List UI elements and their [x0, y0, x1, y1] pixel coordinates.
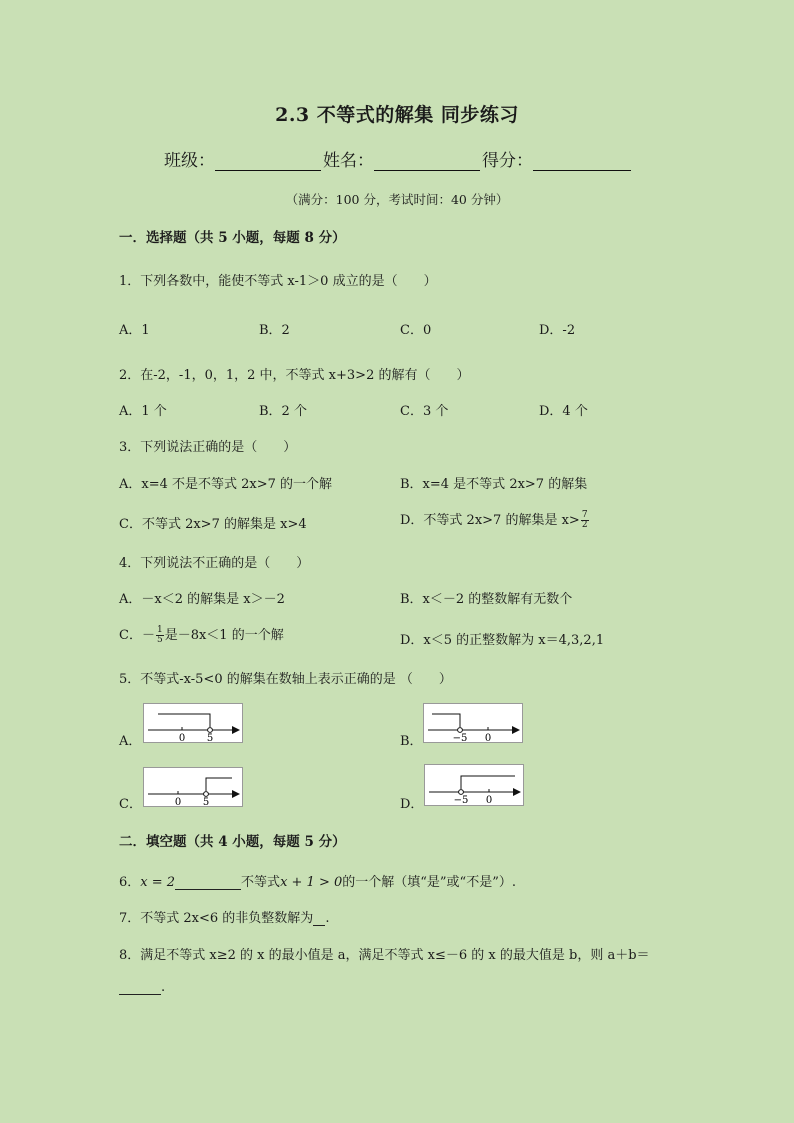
q6-text-mid: 不等式 — [241, 875, 281, 890]
q8-answer-blank[interactable] — [119, 980, 161, 995]
q6-text-suffix: 的一个解（填“是”或“不是”）. — [342, 875, 516, 890]
question-7 — [119, 907, 329, 926]
number-line-figure-b — [423, 703, 523, 743]
name-label: 姓名： — [323, 151, 374, 171]
fig-b-label-0: 0 — [484, 733, 492, 743]
question-6 — [119, 871, 516, 890]
q6-math-inequality: x + 1 > 0 — [280, 875, 343, 890]
q5-option-b[interactable]: B． — [400, 734, 423, 749]
q3-option-d-text: D．不等式 2x>7 的解集是 x> — [400, 513, 580, 528]
fig-c-label-0: 0 — [174, 797, 182, 807]
q5-option-a[interactable]: A． — [119, 734, 142, 749]
q3-option-c[interactable]: C．不等式 2x>7 的解集是 x>4 — [119, 517, 307, 532]
q7-period: . — [325, 911, 330, 926]
fig-c-label-5: 5 — [202, 797, 210, 807]
question-3-stem: 3．下列说法正确的是（ ） — [119, 440, 297, 455]
fig-d-label-0: 0 — [485, 795, 493, 806]
class-label: 班级： — [164, 151, 215, 171]
fig-d-label-neg5: −5 — [453, 795, 469, 806]
q3-option-b[interactable]: B．x=4 是不等式 2x>7 的解集 — [400, 477, 588, 492]
score-field[interactable] — [533, 152, 631, 171]
q1-option-a[interactable]: A．1 — [119, 323, 150, 338]
fraction-seven-halves: $\frac{7}{2}$ — [581, 510, 588, 530]
section-heading-fill: 二．填空题（共 4 小题，每题 5 分） — [119, 834, 346, 850]
q5-option-d[interactable]: D． — [400, 797, 424, 812]
q4-option-b[interactable]: B．x＜－2 的整数解有无数个 — [400, 592, 573, 607]
question-8-blank-row — [119, 980, 165, 995]
exam-note: （满分：100 分，考试时间：40 分钟） — [285, 192, 509, 207]
name-field[interactable] — [374, 152, 480, 171]
section-heading-choice: 一．选择题（共 5 小题，每题 8 分） — [119, 230, 346, 246]
question-1-stem: 1．下列各数中，能使不等式 x-1＞0 成立的是（ ） — [119, 274, 437, 289]
question-4-stem: 4．下列说法不正确的是（ ） — [119, 556, 310, 571]
q6-answer-blank[interactable] — [175, 875, 241, 890]
q4-option-d[interactable]: D．x＜5 的正整数解为 x＝4,3,2,1 — [400, 633, 605, 648]
q1-option-d[interactable]: D．-2 — [539, 323, 576, 338]
q2-option-b[interactable]: B．2 个 — [259, 404, 307, 419]
q4-option-c-suffix: 是－8x＜1 的一个解 — [164, 628, 284, 643]
number-line-figure-a — [143, 703, 243, 743]
score-label: 得分： — [482, 151, 533, 171]
class-field[interactable] — [215, 152, 321, 171]
q2-option-a[interactable]: A．1 个 — [119, 404, 167, 419]
q4-option-c-prefix: C．－ — [119, 628, 155, 643]
q2-option-c[interactable]: C．3 个 — [400, 404, 449, 419]
q3-option-d[interactable] — [400, 509, 590, 530]
question-5-stem: 5．不等式-x-5<0 的解集在数轴上表示正确的是 （ ） — [119, 672, 452, 687]
fraction-one-fifth: $\frac{1}{5}$ — [156, 625, 163, 645]
q4-option-a[interactable]: A．－x＜2 的解集是 x＞－2 — [119, 592, 285, 607]
fig-a-label-5: 5 — [206, 733, 214, 743]
q4-option-c[interactable] — [119, 624, 284, 645]
q7-answer-blank[interactable] — [313, 911, 325, 926]
question-2-stem: 2．在-2，-1，0，1，2 中，不等式 x+3>2 的解有（ ） — [119, 368, 470, 383]
q8-period: . — [161, 980, 166, 995]
question-8-text: 8．满足不等式 x≥2 的 x 的最小值是 a，满足不等式 x≤－6 的 x 的最大值是 b，则 a＋b＝ — [119, 948, 650, 963]
number-line-figure-c — [143, 767, 243, 807]
q7-text: 7．不等式 2x<6 的非负整数解为 — [119, 911, 314, 926]
q1-option-c[interactable]: C．0 — [400, 323, 432, 338]
student-info-row — [164, 146, 633, 171]
q6-math-x-eq-2: x = 2 — [140, 875, 176, 890]
q1-option-b[interactable]: B．2 — [259, 323, 290, 338]
q6-number: 6． — [119, 875, 141, 890]
number-line-figure-d — [424, 764, 524, 806]
fig-b-label-neg5: −5 — [452, 733, 468, 743]
fig-a-label-0: 0 — [178, 733, 186, 743]
q5-option-c[interactable]: C． — [119, 797, 142, 812]
page-title: 2.3 不等式的解集 同步练习 — [275, 104, 519, 126]
q3-option-a[interactable]: A．x=4 不是不等式 2x>7 的一个解 — [119, 477, 333, 492]
q2-option-d[interactable]: D．4 个 — [539, 404, 588, 419]
